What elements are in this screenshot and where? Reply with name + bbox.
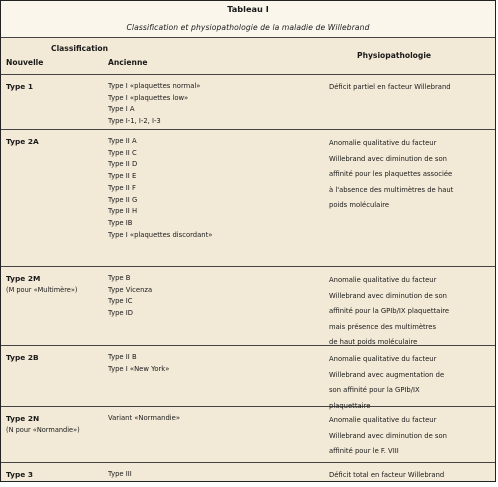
physio-text — [329, 469, 489, 481]
ancienne-item: Type II C — [108, 148, 137, 157]
physio-text — [329, 352, 489, 414]
ancienne-item: Type II H — [108, 207, 138, 216]
physio-line: Déficit partiel en facteur Willebrand — [329, 83, 451, 91]
header-classification: Classification — [51, 44, 109, 53]
ancienne-list — [108, 136, 318, 241]
ancienne-item: Type B — [108, 274, 131, 282]
ancienne-item: Type IC — [108, 297, 133, 306]
physio-line: de haut poids moléculaire — [329, 338, 418, 347]
physio-line: Déficit total en facteur Willebrand — [329, 471, 445, 479]
ancienne-list — [108, 81, 318, 128]
physio-line: affinité pour les plaquettes associée — [329, 170, 453, 179]
type-label: Type 3 — [6, 470, 33, 479]
physio-line: Willebrand avec diminution de son — [329, 291, 447, 300]
ancienne-item: Type I «New York» — [108, 364, 170, 373]
ancienne-item: Type I «plaquettes normal» — [108, 82, 201, 90]
ancienne-item: Type II D — [108, 160, 138, 169]
ancienne-item: Type I «plaquettes low» — [108, 93, 189, 102]
header-physiopathologie: Physiopathologie — [357, 51, 432, 60]
physio-text — [329, 413, 489, 460]
physio-line: mais présence des multimètres — [329, 322, 437, 331]
ancienne-item: Variant «Normandie» — [108, 414, 180, 422]
ancienne-item: Type III — [108, 470, 132, 478]
type-label: Type 2A — [6, 137, 39, 146]
table-title: Tableau I — [1, 1, 495, 18]
physio-line: poids moléculaire — [329, 201, 390, 210]
type-label: Type 2B — [6, 353, 39, 362]
ancienne-item: Type II F — [108, 183, 136, 192]
table-row-type-2n — [1, 407, 495, 463]
physio-line: affinité pour la GPIb/IX plaquettaire — [329, 307, 450, 316]
table-row-type-2m — [1, 267, 495, 346]
physio-line: Willebrand avec diminution de son — [329, 154, 447, 163]
ancienne-item: Type II A — [108, 137, 137, 145]
type-label: Type 2N — [6, 414, 40, 423]
ancienne-list — [108, 352, 318, 375]
ancienne-item: Type II G — [108, 195, 138, 204]
type-sublabel: (N pour «Normandie») — [6, 426, 80, 434]
type-label: Type 2M — [6, 274, 41, 283]
table-header — [1, 38, 495, 75]
type-label: Type 1 — [6, 82, 33, 91]
ancienne-item: Type I A — [108, 105, 135, 114]
type-sublabel: (M pour «Multimère») — [6, 286, 78, 294]
ancienne-item: Type II E — [108, 172, 137, 181]
physio-line: Anomalie qualitative du facteur — [329, 139, 437, 147]
table-row-type-2a — [1, 130, 495, 267]
physio-line: à l'absence des multimètres de haut — [329, 185, 454, 194]
ancienne-item: Type ID — [108, 309, 134, 318]
ancienne-item: Type II B — [108, 353, 137, 361]
header-nouvelle: Nouvelle — [6, 58, 44, 67]
table-subtitle: Classification et physiopathologie de la maladie de Willebrand — [1, 18, 495, 38]
physio-text — [329, 273, 489, 351]
table-row-type-2b — [1, 346, 495, 410]
ancienne-list — [108, 413, 318, 425]
physio-line: Anomalie qualitative du facteur — [329, 416, 437, 424]
header-ancienne: Ancienne — [108, 58, 148, 67]
ancienne-item: Type I-1, I-2, I-3 — [108, 117, 161, 126]
physio-line: Willebrand avec augmentation de — [329, 370, 445, 379]
physio-line: Anomalie qualitative du facteur — [329, 276, 437, 284]
physio-text — [329, 136, 489, 214]
ancienne-list — [108, 273, 318, 320]
physio-line: affinité pour le F. VIII — [329, 447, 399, 456]
ancienne-item: Type IB — [108, 218, 133, 227]
ancienne-item: Type I «plaquettes discordant» — [108, 230, 213, 239]
ancienne-item: Type Vicenza — [108, 285, 153, 294]
physio-line: Anomalie qualitative du facteur — [329, 355, 437, 363]
table-row-type-3 — [1, 463, 495, 487]
physio-line: son affinité pour la GPIb/IX — [329, 386, 420, 395]
table-row-type-1 — [1, 75, 495, 130]
physio-line: plaquettaire — [329, 401, 371, 410]
physio-line: Willebrand avec diminution de son — [329, 431, 447, 440]
physio-text — [329, 81, 489, 93]
ancienne-list — [108, 469, 318, 481]
